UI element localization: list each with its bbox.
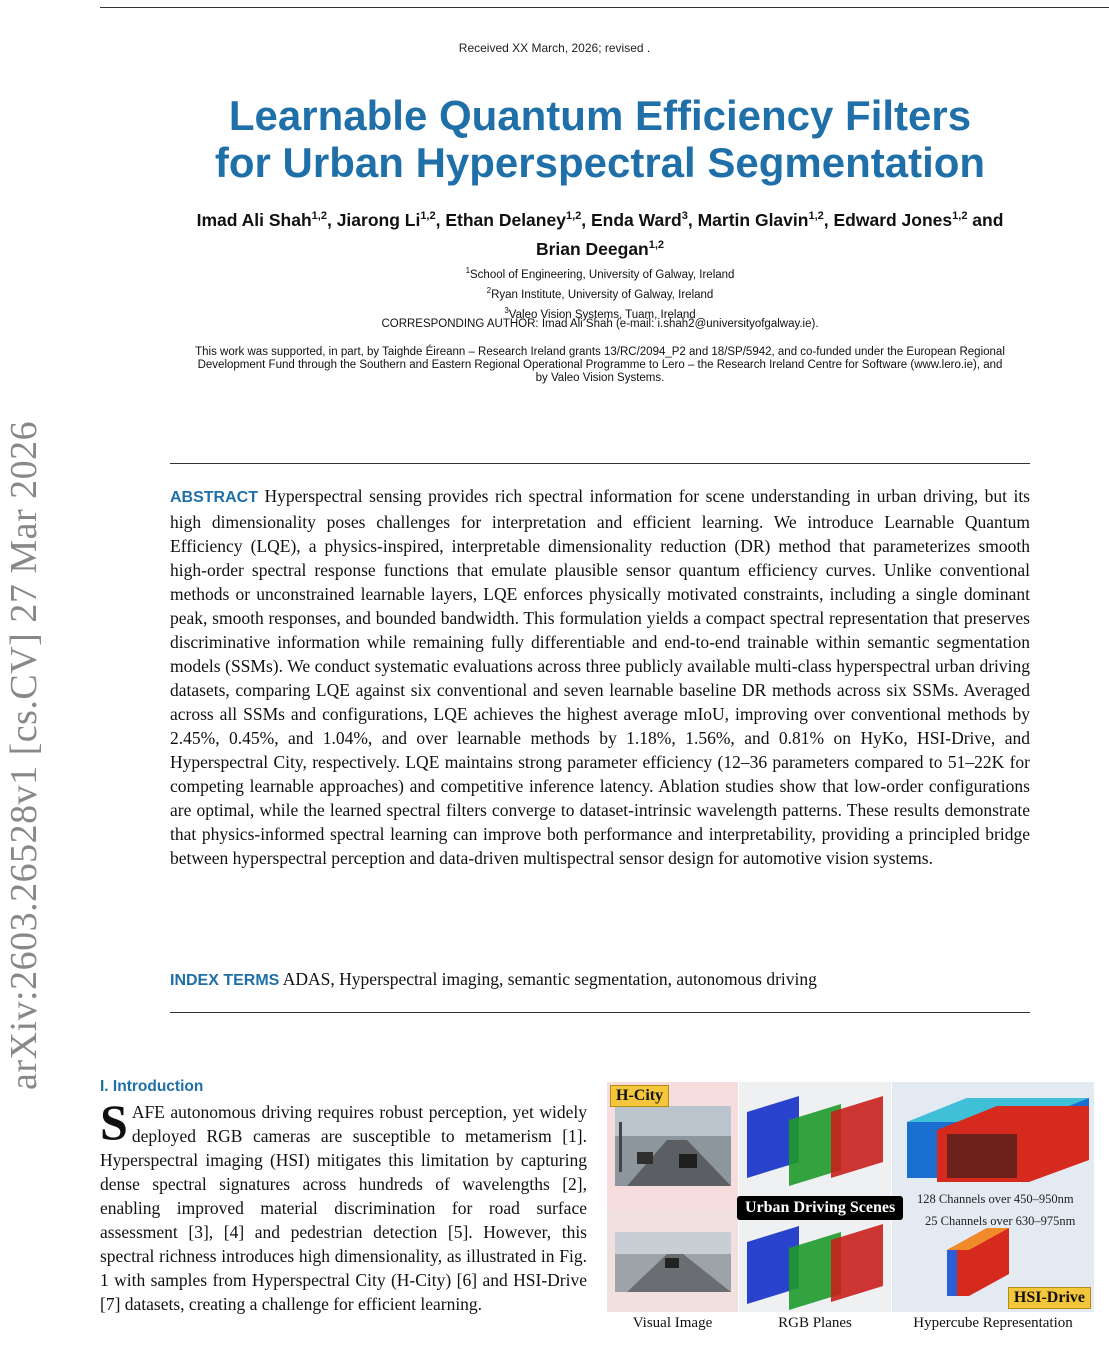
caption-hypercube: Hypercube Representation [913, 1315, 1073, 1331]
rgb-planes-bottom [747, 1224, 883, 1310]
street-scene-top [615, 1106, 731, 1186]
author-name: Imad Ali Shah [196, 209, 312, 230]
received-date: Received XX March, 2026; revised . [458, 41, 651, 55]
hypercube-top [907, 1098, 1089, 1182]
author-separator: and [967, 209, 1004, 230]
introduction-text: AFE autonomous driving requires robust perception, yet widely deployed RGB cameras are susceptible to metamerism [1]. Hyperspectral imaging (HSI) mitigates this limitation by capturing dense spectral signatures across hundreds of wavelengths [2], enabling improved material discrimination for road surface assessment [3], [4] and pedestrian detection [5]. However, this spectral richness introduces high dimensionality, as illustrated in Fig. 1 with samples from Hyperspectral City (H-City) [6] and HSI-Drive [7] datasets, creating a challenge for efficient learning. [100, 1102, 587, 1314]
author-name: Edward Jones [833, 209, 953, 230]
author-name: Enda Ward [590, 209, 682, 230]
author-affiliation-marker: 3 [681, 210, 688, 222]
author-name: Ethan Delaney [445, 209, 566, 230]
affiliation-line [0, 263, 1109, 283]
author-separator: , [581, 209, 591, 230]
affiliation-text: Ryan Institute, University of Galway, Ireland [491, 288, 714, 301]
author-name: Jiarong Li [336, 209, 421, 230]
author-separator: , [326, 209, 337, 230]
affiliation-number: 1 [465, 266, 471, 275]
abstract-bottom-rule [170, 1012, 1030, 1013]
affiliation-number: 2 [486, 285, 492, 295]
caption-visual-image: Visual Image [632, 1315, 713, 1331]
author-name: Brian Deegan [535, 238, 649, 259]
figure-1 [607, 1082, 1094, 1338]
affiliation-text: School of Engineering, University of Galway, Ireland [470, 268, 735, 281]
author-name: Martin Glavin [697, 209, 809, 230]
affiliation-line [0, 283, 1109, 303]
caption-rgb-planes: RGB Planes [778, 1315, 852, 1331]
title-line-2: for Urban Hyperspectral Segmentation [214, 139, 986, 186]
abstract-label: ABSTRACT [170, 489, 258, 506]
affiliation-number: 3 [504, 305, 509, 315]
urban-driving-scenes-banner: Urban Driving Scenes [737, 1196, 903, 1220]
author-affiliation-marker: 1,2 [420, 210, 436, 222]
drop-cap: S [100, 1094, 128, 1150]
abstract-text: Hyperspectral sensing provides rich spectral information for scene understanding in urban driving, but its high dimensionality poses challenges for interpretation and efficient learning. We introduce Learnable Quantum Efficiency (LQE), a physics-inspired, interpretable dimensionality reduction (DR) method that parameterizes smooth high-order spectral response functions that emulate plausible sensor quantum efficiency curves. Unlike conventional methods or unconstrained learnable layers, LQE enforces physically motivated constraints, including a single dominant peak, smooth responses, and bounded bandwidth. This formulation yields a compact spectral representation that preserves discriminative information while remaining fully differentiable and end-to-end trainable within semantic segmentation models (SSMs). We conduct systematic evaluations across three publicly available multi-class hyperspectral urban driving datasets, comparing LQE against six conventional and seven learnable baseline DR methods across six SSMs. Averaged across all SSMs and configurations, LQE achieves the highest average mIoU, improving over conventional methods by 2.45%, 0.45%, and 1.04%, and over learnable methods by 1.18%, 1.56%, and 0.81% on HyKo, HSI-Drive, and Hyperspectral City, respectively. LQE maintains strong parameter efficiency (12–36 parameters compared to 51–22K for competing learnable approaches) and competitive inference latency. Ablation studies show that low-order configurations are optimal, while the learned spectral filters converge to dataset-intrinsic wavelength patterns. These results demonstrate that physics-informed spectral learning can improve both performance and interpretability, providing a principled bridge between hyperspectral perception and data-driven multispectral sensor design for automotive vision systems. [170, 486, 1030, 868]
corresponding-author: CORRESPONDING AUTHOR: Imad Ali Shah (e-mail: i.shah2@universityofgalway.ie). [381, 318, 819, 330]
author-separator: , [823, 209, 834, 230]
affiliation-list [0, 263, 1109, 322]
author-affiliation-marker: 1,2 [952, 210, 968, 222]
hypercube-bottom [947, 1228, 1009, 1296]
hsi-drive-label: HSI-Drive [1008, 1287, 1091, 1309]
paper-title [150, 92, 1050, 186]
h-city-label: H-City [610, 1085, 669, 1107]
rgb-planes-top [747, 1096, 883, 1186]
funding-note: This work was supported, in part, by Taighde Éireann – Research Ireland grants 13/RC/2094_P2 and 18/SP/5942, and co-funded under the European Regional Development Fund through the Southern and Eastern Regional Operational Programme to Lero – the Research Ireland Centre for Software (www.lero.ie), and by Valeo Vision Systems. [195, 346, 1005, 384]
introduction-paragraph [100, 1094, 587, 1316]
author-separator: , [435, 209, 446, 230]
abstract [170, 484, 1030, 870]
author-affiliation-marker: 1,2 [648, 238, 665, 251]
section-heading-introduction: I. Introduction [100, 1078, 204, 1095]
channels-top-label: 128 Channels over 450–950nm [917, 1192, 1074, 1206]
header-rule [100, 7, 1109, 8]
author-list [180, 204, 1020, 262]
title-line-1: Learnable Quantum Efficiency Filters [228, 92, 972, 139]
affiliation-text: Valeo Vision Systems, Tuam, Ireland [508, 308, 696, 321]
author-affiliation-marker: 1,2 [565, 210, 582, 222]
index-terms [170, 967, 1030, 993]
street-scene-bottom [615, 1232, 731, 1292]
index-terms-label: INDEX TERMS [170, 972, 280, 989]
author-separator: , [687, 209, 698, 230]
author-affiliation-marker: 1,2 [311, 210, 327, 222]
channels-bottom-label: 25 Channels over 630–975nm [925, 1214, 1076, 1228]
index-terms-text: ADAS, Hyperspectral imaging, semantic segmentation, autonomous driving [282, 969, 817, 989]
abstract-top-rule [170, 463, 1030, 464]
author-affiliation-marker: 1,2 [808, 210, 824, 222]
arxiv-identifier: arXiv:2603.26528v1 [cs.CV] 27 Mar 2026 [3, 420, 45, 1090]
